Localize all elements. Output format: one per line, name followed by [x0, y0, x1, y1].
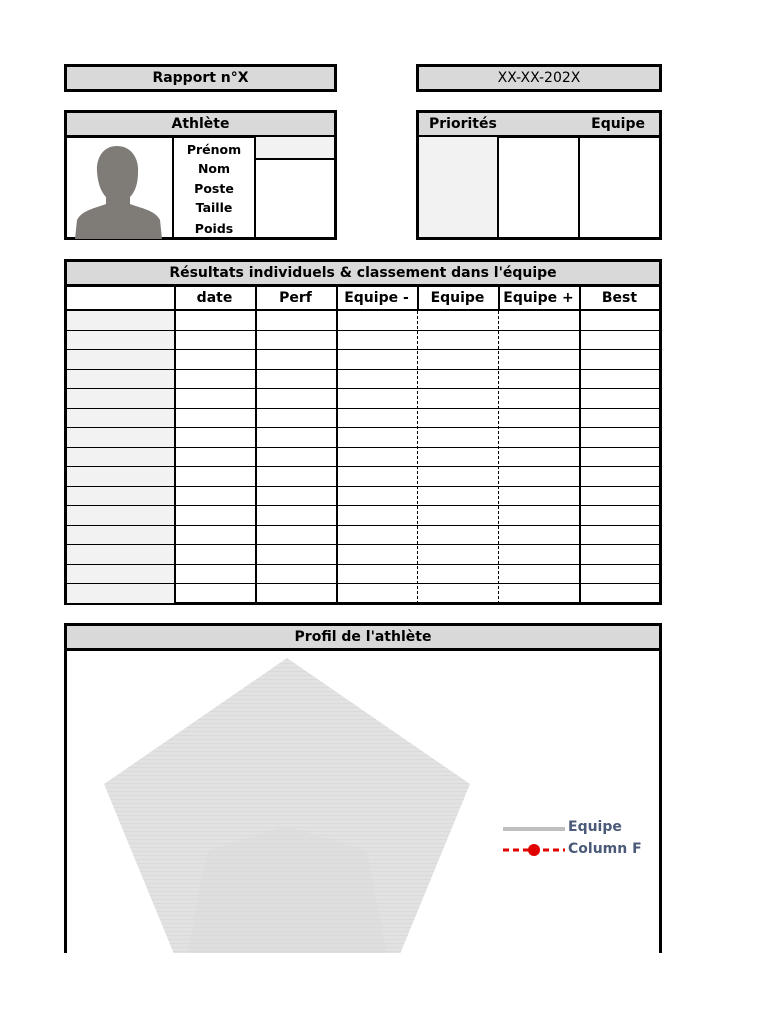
athlete-panel-header	[64, 110, 337, 138]
field-position: Poste	[194, 181, 234, 196]
report-title-box	[64, 64, 337, 92]
priorities-team-label: Equipe	[591, 116, 645, 132]
profile-radar-chart	[67, 651, 659, 953]
table-row-label-cell	[67, 584, 174, 603]
field-first-name: Prénom	[186, 142, 242, 157]
table-row	[67, 388, 659, 389]
table-row-label-cell	[67, 311, 174, 330]
table-row-label-cell	[67, 487, 174, 506]
table-row-label-cell	[67, 428, 174, 447]
person-silhouette-icon	[70, 140, 166, 239]
table-row-label-cell	[67, 389, 174, 408]
table-column-divider	[498, 311, 499, 604]
priorities-panel-header	[416, 110, 662, 138]
table-row-label-cell	[67, 448, 174, 467]
col-header-perf: Perf	[279, 290, 312, 306]
table-row-label-cell	[67, 350, 174, 369]
legend-equipe-line-icon	[503, 823, 565, 835]
legend-column-f-label: Column F	[568, 841, 642, 857]
col-header-team-plus: Equipe +	[503, 290, 574, 306]
col-header-team-minus: Equipe -	[344, 290, 409, 306]
table-column-divider	[255, 287, 257, 602]
table-column-divider	[579, 287, 581, 602]
report-title: Rapport n°X	[152, 70, 249, 86]
athlete-title: Athlète	[171, 116, 230, 132]
col-header-team: Equipe	[430, 290, 485, 306]
table-row	[67, 427, 659, 428]
profile-title-bar	[64, 623, 662, 651]
table-row	[67, 447, 659, 448]
table-row-label-cell	[67, 467, 174, 486]
table-row-label-cell	[67, 331, 174, 350]
results-table-title: Résultats individuels & classement dans l'équipe	[169, 265, 557, 281]
table-row-label-cell	[67, 370, 174, 389]
table-row	[67, 349, 659, 350]
field-weight: Poids	[194, 221, 234, 236]
table-row	[67, 564, 659, 565]
col-header-best: Best	[601, 290, 638, 306]
table-row-label-cell	[67, 506, 174, 525]
table-column-divider	[174, 287, 176, 602]
report-date: XX-XX-202X	[497, 70, 581, 86]
table-row	[67, 505, 659, 506]
legend-equipe-label: Equipe	[568, 819, 622, 835]
table-row	[67, 369, 659, 370]
field-last-name: Nom	[197, 161, 231, 176]
table-row	[67, 466, 659, 467]
results-table-title-bar	[64, 259, 662, 287]
table-row-label-cell	[67, 545, 174, 564]
table-row-label-cell	[67, 565, 174, 584]
table-row	[67, 408, 659, 409]
report-date-box	[416, 64, 662, 92]
field-height: Taille	[195, 200, 233, 215]
table-column-divider	[417, 311, 418, 604]
table-row	[67, 583, 659, 584]
table-row	[67, 544, 659, 545]
priorities-title: Priorités	[429, 116, 497, 132]
table-row-label-cell	[67, 409, 174, 428]
table-column-divider	[336, 287, 338, 602]
profile-title: Profil de l'athlète	[294, 629, 432, 645]
col-header-date: date	[196, 290, 233, 306]
table-row	[67, 486, 659, 487]
table-row	[67, 525, 659, 526]
legend-column-f-line-icon	[503, 842, 565, 858]
table-row-label-cell	[67, 526, 174, 545]
table-row	[67, 330, 659, 331]
